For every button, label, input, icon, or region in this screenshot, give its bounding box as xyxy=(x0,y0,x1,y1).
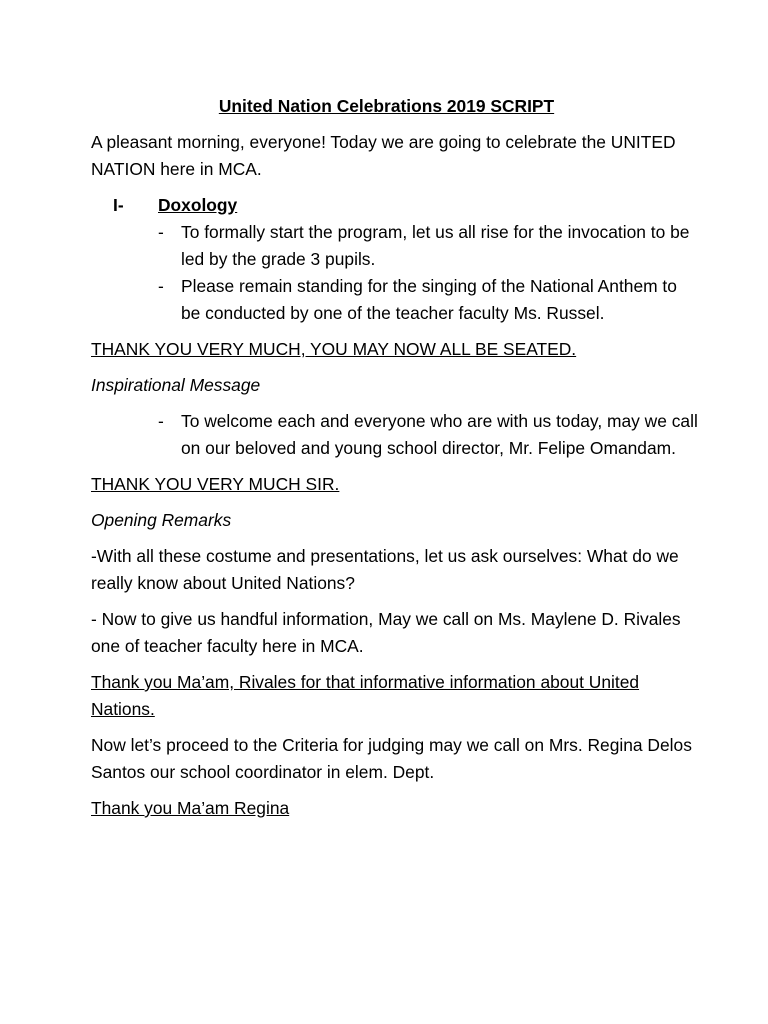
dash-bullet: - xyxy=(158,411,164,431)
thanks-seated-text: THANK YOU VERY MUCH, YOU MAY NOW ALL BE SEATED. xyxy=(91,339,577,359)
inspirational-heading: Inspirational Message xyxy=(91,375,261,395)
list-item-text: To welcome each and everyone who are with us today, may we call on our beloved and young school director, Mr. Felipe Omandam. xyxy=(181,411,698,458)
document-title: United Nation Celebrations 2019 SCRIPT xyxy=(218,96,555,116)
section-doxology-heading xyxy=(91,192,698,219)
list-item xyxy=(91,273,698,327)
doxology-list xyxy=(91,219,698,327)
section-title-doxology: Doxology xyxy=(158,195,238,215)
thanks-regina-text: Thank you Ma’am Regina xyxy=(91,798,290,818)
thanks-sir xyxy=(91,471,698,498)
list-item xyxy=(91,219,698,273)
thanks-rivales-text: Thank you Ma’am, Rivales for that informative information about United Nations. xyxy=(91,672,640,719)
criteria-paragraph: Now let’s proceed to the Criteria for judging may we call on Mrs. Regina Delos Santos our school coordinator in elem. Dept. xyxy=(91,735,692,782)
intro-paragraph: A pleasant morning, everyone! Today we are going to celebrate the UNITED NATION here in MCA. xyxy=(91,132,676,179)
opening-heading: Opening Remarks xyxy=(91,510,232,530)
list-item xyxy=(91,408,698,462)
opening-line-1: -With all these costume and presentations, let us ask ourselves: What do we really know about United Nations? xyxy=(91,546,679,593)
thanks-regina xyxy=(91,795,698,822)
list-item-text: To formally start the program, let us all rise for the invocation to be led by the grade 3 pupils. xyxy=(181,222,690,269)
thanks-seated xyxy=(91,336,698,363)
opening-line-2: - Now to give us handful information, May we call on Ms. Maylene D. Rivales one of teacher faculty here in MCA. xyxy=(91,609,681,656)
dash-bullet: - xyxy=(158,222,164,242)
dash-bullet: - xyxy=(158,276,164,296)
inspirational-list xyxy=(91,408,698,462)
section-numeral: I- xyxy=(113,195,124,215)
list-item-text: Please remain standing for the singing of the National Anthem to be conducted by one of the teacher faculty Ms. Russel. xyxy=(181,276,677,323)
thanks-sir-text: THANK YOU VERY MUCH SIR. xyxy=(91,474,340,494)
thanks-rivales xyxy=(91,669,698,723)
